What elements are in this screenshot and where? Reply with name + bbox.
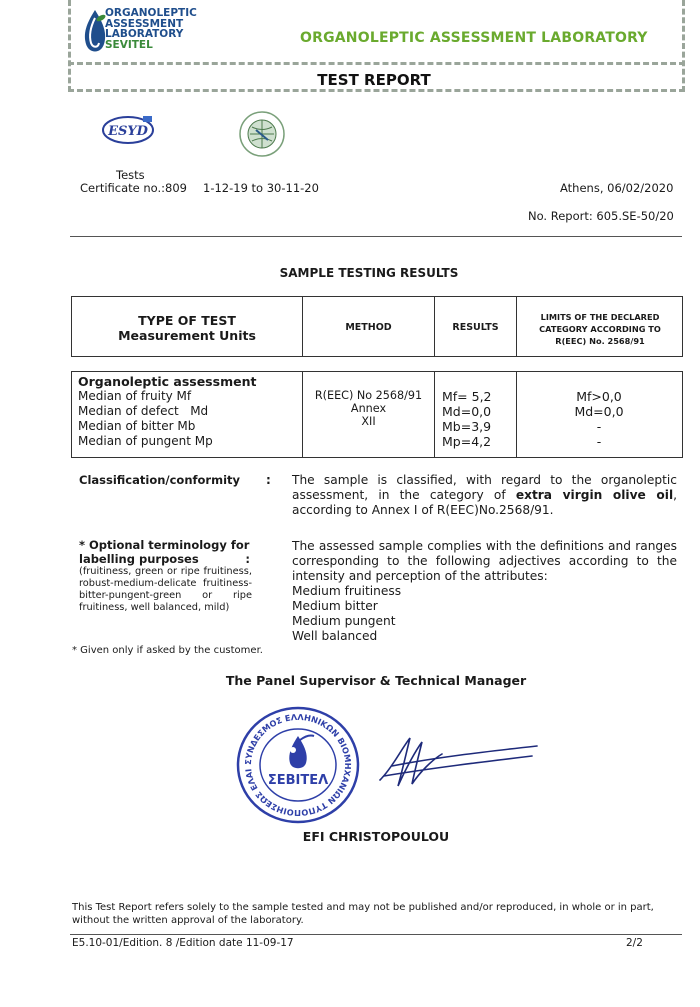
signature-icon — [372, 728, 542, 798]
svg-text:ΣΥΝΔΕΣΜΟΣ ΕΛΛΗΝΙΚΩΝ ΒΙΟΜΗΧΑΝΙΩ: ΣΥΝΔΕΣΜΟΣ ΕΛΛΗΝΙΚΩΝ ΒΙΟΜΗΧΑΝΙΩΝ ΤΥΠΟΠΟΙΗΣΕΩΣ ΕΛΑΙ — [242, 711, 354, 819]
attribute-item: Well balanced — [292, 629, 378, 643]
official-stamp — [236, 706, 360, 828]
report-title: TEST REPORT — [317, 71, 431, 89]
attribute-item: Medium fruitiness — [292, 584, 402, 598]
terminology-label: * Optional terminology for labelling purposes : — [79, 538, 250, 566]
attribute-item: Medium bitter — [292, 599, 378, 613]
page-number: 2/2 — [626, 937, 643, 949]
signature-title: The Panel Supervisor & Technical Manager — [225, 673, 527, 688]
section-title: SAMPLE TESTING RESULTS — [279, 266, 459, 280]
signatory-name: EFI CHRISTOPOULOU — [302, 829, 450, 844]
place-date: Athens, 06/02/2020 — [560, 181, 674, 195]
accreditation-period: 1-12-19 to 30-11-20 — [203, 181, 319, 195]
svg-text:ESYD: ESYD — [108, 124, 148, 139]
footnote: * Given only if asked by the customer. — [72, 645, 263, 656]
edition-info: E5.10-01/Edition. 8 /Edition date 11-09-17 — [72, 937, 294, 949]
results-cell: Mf= 5,2 Md=0,0 Mb=3,9 Mp=4,2 — [442, 389, 492, 449]
col-type: TYPE OF TEST Measurement Units — [118, 313, 256, 343]
certificate-number: Certificate no.:809 — [80, 181, 187, 195]
iaf-seal — [238, 110, 286, 162]
lab-title: ORGANOLEPTIC ASSESSMENT LABORATORY — [300, 30, 648, 46]
col-results: RESULTS — [452, 322, 499, 333]
footer-divider — [70, 934, 682, 935]
col-method: METHOD — [345, 322, 392, 333]
disclaimer: This Test Report refers solely to the sample tested and may not be published and/or reproduced, in whole or in part, without the written approval of the laboratory. — [72, 902, 654, 926]
method-cell: R(EEC) No 2568/91 Annex XII — [314, 389, 423, 428]
limits-cell: Mf>0,0 Md=0,0 - - — [574, 389, 624, 449]
classification-label: Classification/conformity — [79, 473, 240, 487]
classification-text: The sample is classified, with regard to the organoleptic assessment, in the category of extra virgin olive oil, according to Annex I of R(EEC)No.2568/91. — [292, 473, 677, 517]
attribute-item: Medium pungent — [292, 614, 396, 628]
divider — [70, 236, 682, 237]
col-limits: LIMITS OF THE DECLARED CATEGORY ACCORDING TO R(EEC) No. 2568/91 — [539, 312, 661, 346]
header-divider — [68, 62, 685, 65]
tests-label: Tests — [116, 168, 145, 182]
stamp-seal-icon — [236, 706, 360, 824]
classification-colon: : — [266, 473, 271, 487]
esyd-logo — [101, 114, 155, 150]
attribute-list — [292, 584, 401, 644]
handwritten-signature — [372, 728, 542, 802]
globe-seal-icon — [238, 110, 286, 158]
terminology-note: (fruitiness, green or ripe fruitiness, robust-medium-delicate fruitiness-bitter-pungent-green or ripe fruitiness, well balanced, mild) — [79, 566, 252, 613]
terminology-text: The assessed sample complies with the definitions and ranges corresponding to the following adjectives according to the intensity and perception of the attributes: — [292, 539, 677, 583]
report-number: No. Report: 605.SE-50/20 — [528, 209, 674, 223]
svg-text:ΣΕΒΙΤΕΛ: ΣΕΒΙΤΕΛ — [267, 773, 329, 788]
lab-logo-text: ORGANOLEPTIC ASSESSMENT LABORATORY SEVITEL — [105, 7, 197, 51]
test-type-cell: Organoleptic assessment Median of fruity Mf Median of defect Md Median of bitter Mb Median of pungent Mp — [78, 374, 257, 448]
esyd-emblem-icon — [101, 114, 155, 146]
